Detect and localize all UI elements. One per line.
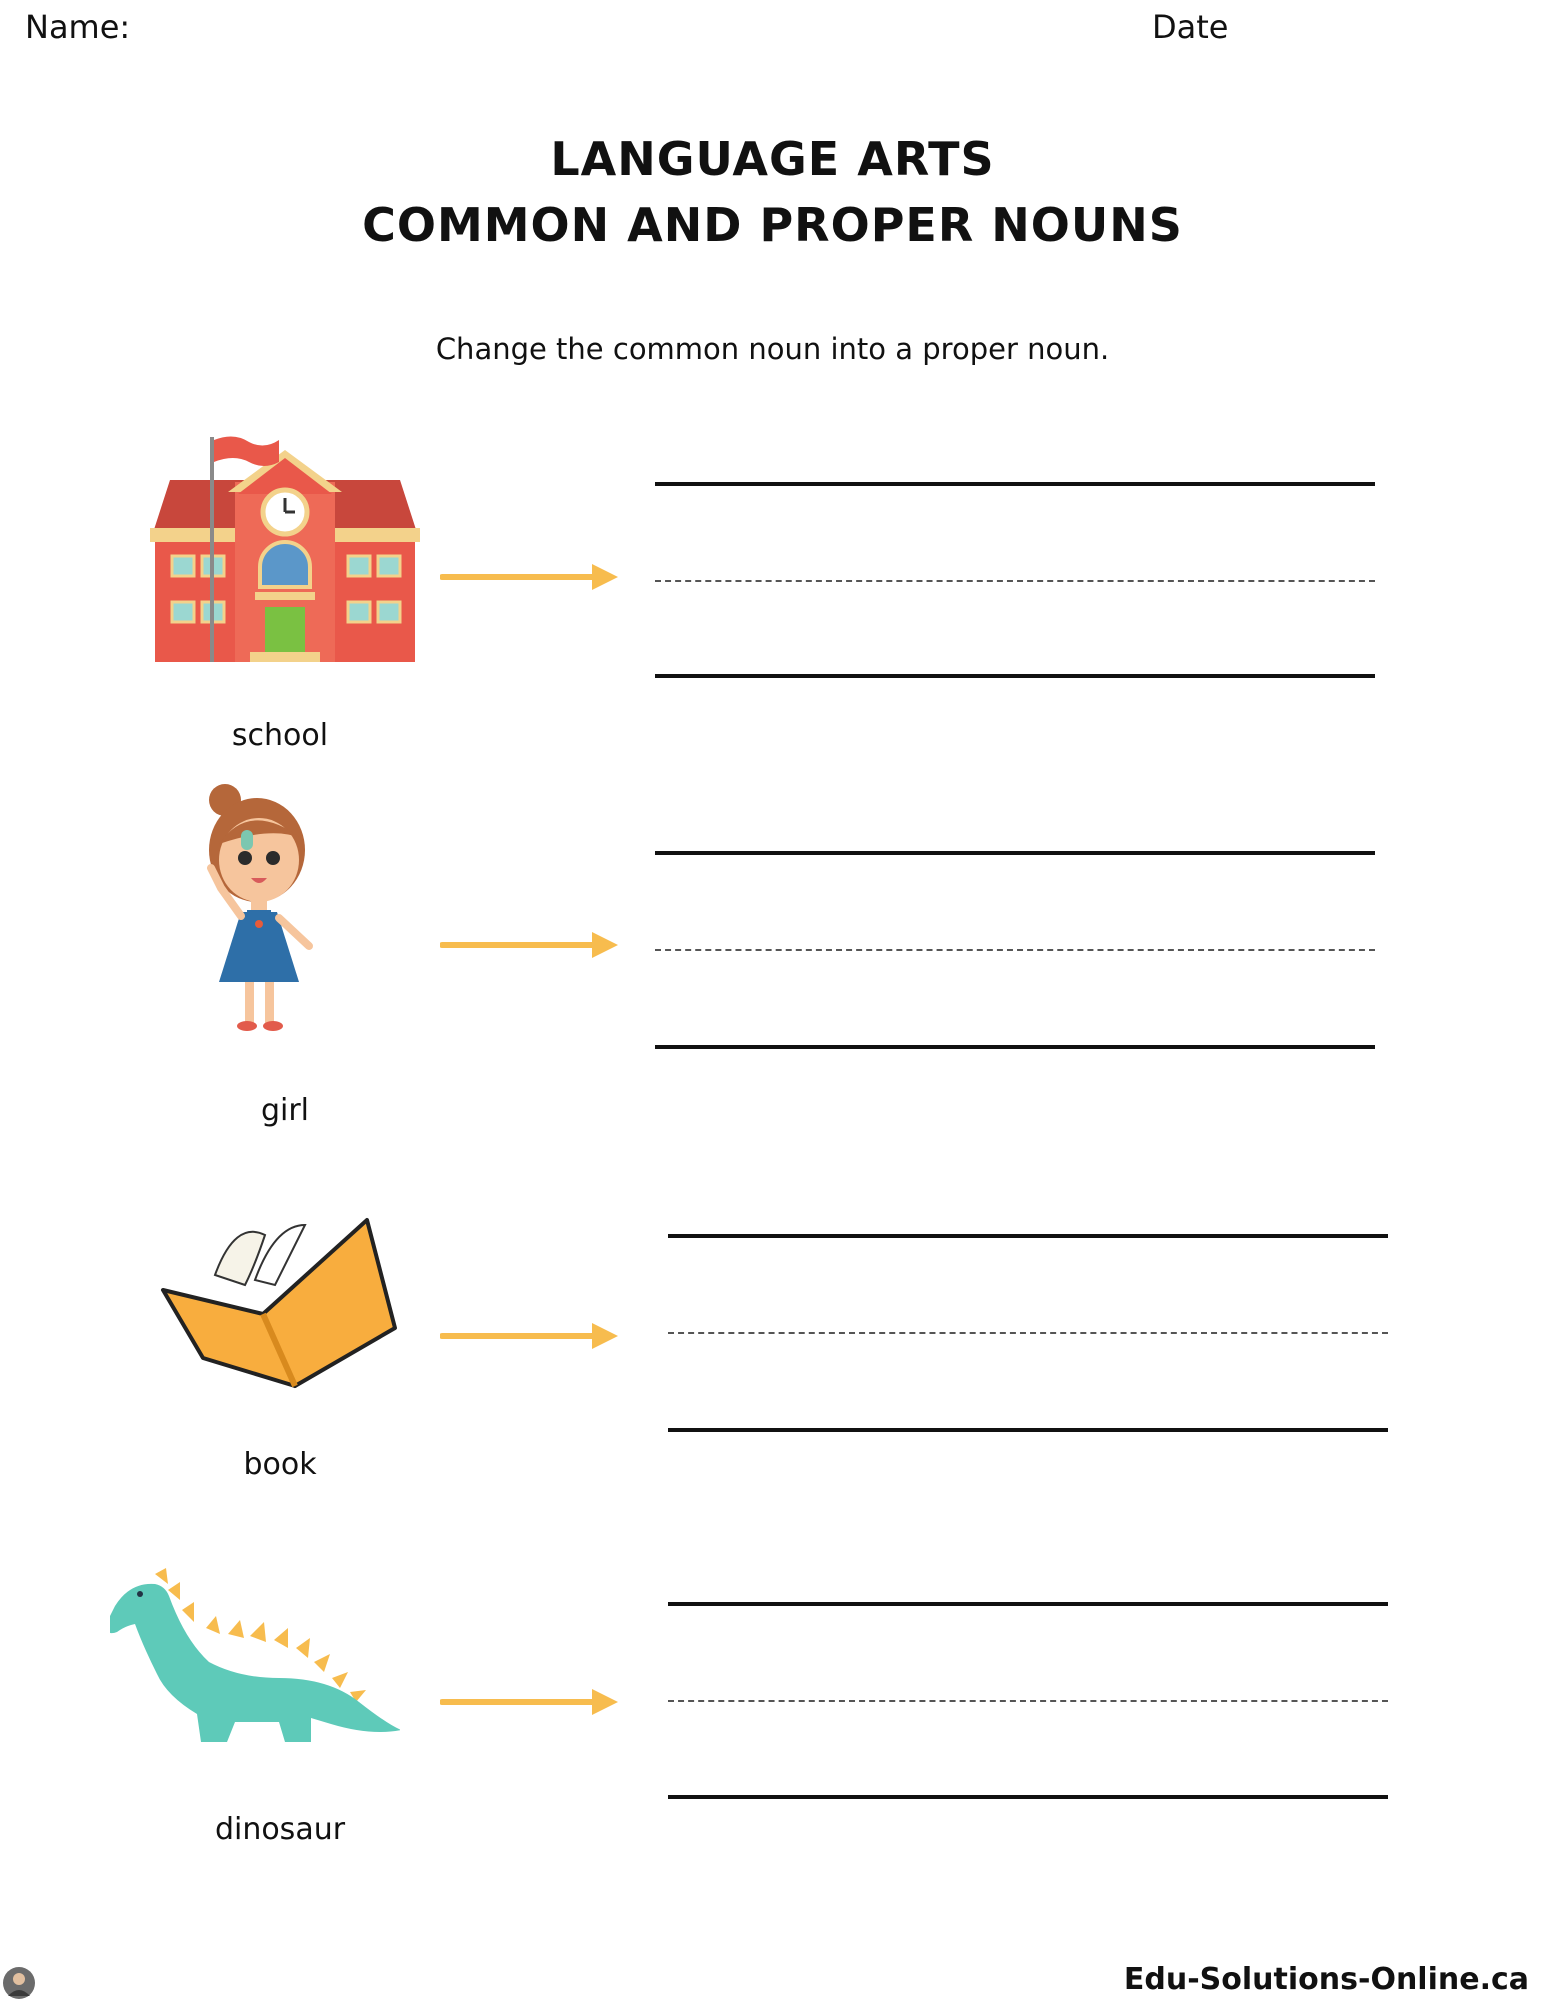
title-line-1: LANGUAGE ARTS: [550, 132, 995, 186]
date-label: Date: [1152, 8, 1229, 46]
book-icon: [155, 1210, 400, 1390]
answer-line-mid: [668, 1332, 1388, 1334]
arrow-icon: [440, 1687, 620, 1717]
item-label-dinosaur: dinosaur: [214, 1812, 346, 1847]
answer-line-top: [668, 1602, 1388, 1606]
answer-line-bottom: [655, 674, 1375, 678]
answer-line-mid: [655, 949, 1375, 951]
name-label: Name:: [25, 8, 131, 46]
answer-line-top: [655, 482, 1375, 486]
arrow-icon: [440, 562, 620, 592]
instruction: Change the common noun into a proper noun.: [435, 332, 1110, 366]
arrow-icon: [440, 930, 620, 960]
item-label-book: book: [243, 1447, 317, 1482]
title-line-2: COMMON AND PROPER NOUNS: [362, 198, 1183, 252]
school-icon: [150, 432, 420, 672]
arrow-icon: [440, 1321, 620, 1351]
girl-icon: [195, 778, 345, 1038]
answer-line-bottom: [655, 1045, 1375, 1049]
logo-avatar-icon: [2, 1966, 36, 2000]
item-label-school: school: [231, 718, 329, 753]
answer-line-bottom: [668, 1428, 1388, 1432]
answer-line-top: [655, 851, 1375, 855]
footer-site: Edu-Solutions-Online.ca: [1123, 1962, 1529, 1997]
item-label-girl: girl: [260, 1093, 310, 1128]
answer-line-mid: [668, 1700, 1388, 1702]
answer-line-mid: [655, 580, 1375, 582]
answer-line-bottom: [668, 1795, 1388, 1799]
answer-line-top: [668, 1234, 1388, 1238]
dinosaur-icon: [110, 1568, 400, 1748]
